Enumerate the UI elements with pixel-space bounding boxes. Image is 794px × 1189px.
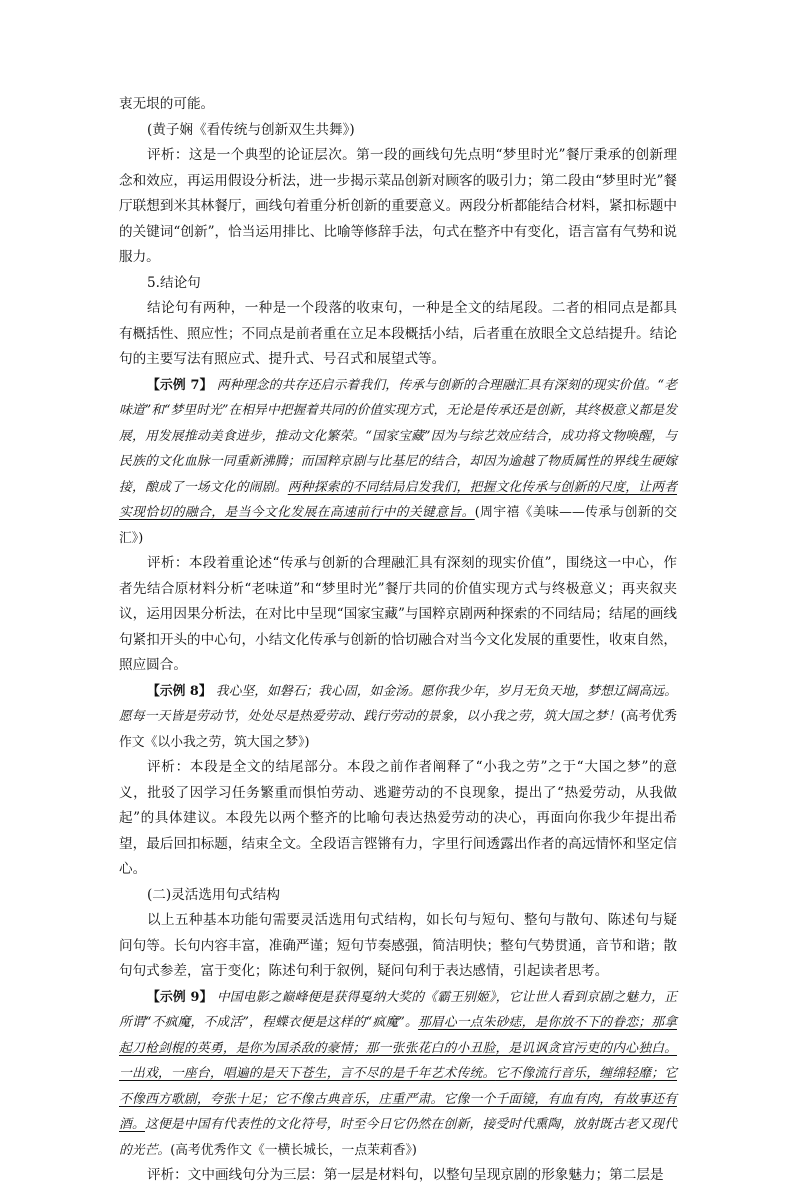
analysis-paragraph: 评析：这是一个典型的论证层次。第一段的画线句先点明“梦里时光”餐厅秉承的创新理念和效应，再运用假设分析法，进一步揭示菜品创新对顾客的吸引力；第二段由“梦里时光”餐厅联想到米其林餐厅，画线句着重分析创新的重要意义。两段分析都能结合材料，紧扣标题中的关键词“创新”，恰当运用排比、比喻等修辞手法，句式在整齐中有变化，语言富有气势和说服力。 [119, 147, 677, 265]
text-line: 衷无垠的可能。 [119, 96, 215, 112]
section-heading: (二)灵活选用句式结构 [147, 886, 280, 903]
underlined-sentence: 那眉心一点朱砂痣，是你放不下的眷恋；那拿起刀枪剑棍的英勇，是你为国杀敌的豪情；那一张张花白的小丑脸，是讥讽贪官污吏的内心独白。一出戏，一座台，唱遍的是天下苍生，言不尽的是千年艺术传统。 [119, 1015, 677, 1081]
source-citation: (黄子娴《看传统与创新双生共舞》) [147, 121, 355, 138]
example-text: 两种理念的共存还启示着我们，传承与创新的合理融汇具有深刻的现实价值。“老味道”和“梦里时光”在相异中把握着共同的价值实现方式，无论是传承还是创新，其终极意义都是发展，用发展推动美食进步，推动文化繁荣。“国家宝藏”因为与综艺效应结合，成功将文物唤醒，与民族的文化血脉一同重新沸腾；而国粹京剧与比基尼的结合，却因为逾越了物质属性的界线生硬嫁接，酿成了一场文化的闹剧。 [119, 377, 677, 495]
example-9 [119, 985, 677, 1164]
example-7 [119, 373, 677, 552]
example-source: (高考优秀作文《一横长城长，一点茉莉香》) [170, 1142, 417, 1158]
example-tag: 【示例 9】 [147, 989, 213, 1005]
example-source: (高考优秀作文《以小我之劳，筑大国之梦》) [119, 709, 677, 750]
example-tag: 【示例 8】 [147, 683, 212, 699]
example-text: 我心坚，如磐石；我心固，如金汤。愿你我少年，岁月无负天地，梦想辽阔高远。愿每一天皆是劳动节，处处尽是热爱劳动、践行劳动的景象，以小我之劳，筑大国之梦！ [119, 683, 678, 724]
example-tag: 【示例 7】 [147, 377, 213, 393]
example-text: 这便是中国有代表性的文化符号，时至今日它仍然在创新，接受时代熏陶，放射既古老又现代的光芒。 [119, 1117, 678, 1158]
example-8 [119, 679, 677, 756]
example-source: (周宇禧《美味——传承与创新的交汇》) [119, 505, 677, 546]
section-heading: 5.结论句 [147, 274, 201, 291]
analysis-paragraph: 评析：文中画线句分为三层：第一层是材料句，以整句呈现京剧的形象魅力；第二层是 [147, 1167, 664, 1183]
example-text: 中国电影之巅峰便是获得戛纳大奖的《霸王别姬》，它让世人看到京剧之魅力，正所谓“不疯魔，不成活”，程蝶衣便是这样的“疯魔”。 [119, 989, 677, 1030]
analysis-paragraph: 评析：本段是全文的结尾部分。本段之前作者阐释了“小我之劳”之于“大国之梦”的意义，批驳了因学习任务繁重而惧怕劳动、逃避劳动的不良现象，提出了“热爱劳动，从我做起”的具体建议。本段先以两个整齐的比喻句表达热爱劳动的决心，再面向你我少年提出希望，最后回扣标题，结束全文。全段语言铿锵有力，字里行间透露出作者的高远情怀和坚定信心。 [119, 759, 677, 877]
underlined-sentence: 两种探索的不同结局启发我们，把握文化传承与创新的尺度，让两者实现恰切的融合，是当今文化发展在高速前行中的关键意旨。 [119, 479, 678, 520]
body-paragraph: 结论句有两种，一种是一个段落的收束句，一种是全文的结尾段。二者的相同点是都具有概括性、照应性；不同点是前者重在立足本段概括小结，后者重在放眼全文总结提升。结论句的主要写法有照应式、提升式、号召式和展望式等。 [119, 300, 677, 367]
analysis-paragraph: 评析：本段着重论述“传承与创新的合理融汇具有深刻的现实价值”，围绕这一中心，作者先结合原材料分析“老味道”和“梦里时光”餐厅共同的价值实现方式与终极意义；再夹叙夹议，运用因果分析法，在对比中呈现“国家宝藏”与国粹京剧两种探索的不同结局；结尾的画线句紧扣开头的中心句，小结文化传承与创新的恰切融合对当今文化发展的重要性，收束自然，照应圆合。 [119, 555, 677, 673]
body-paragraph: 以上五种基本功能句需要灵活选用句式结构，如长句与短句、整句与散句、陈述句与疑问句等。长句内容丰富，准确严谨；短句节奏感强，简洁明快；整句气势贯通，音节和谐；散句句式参差，富于变化；陈述句利于叙例，疑问句利于表达感情，引起读者思考。 [119, 912, 677, 979]
document-page [119, 92, 677, 1189]
underlined-sentence: 它不像流行音乐，缠绵轻靡；它不像西方歌剧，夸张十足；它不像古典音乐，庄重严肃。它像一个千面镜，有血有肉，有故事还有酒。 [119, 1066, 678, 1132]
